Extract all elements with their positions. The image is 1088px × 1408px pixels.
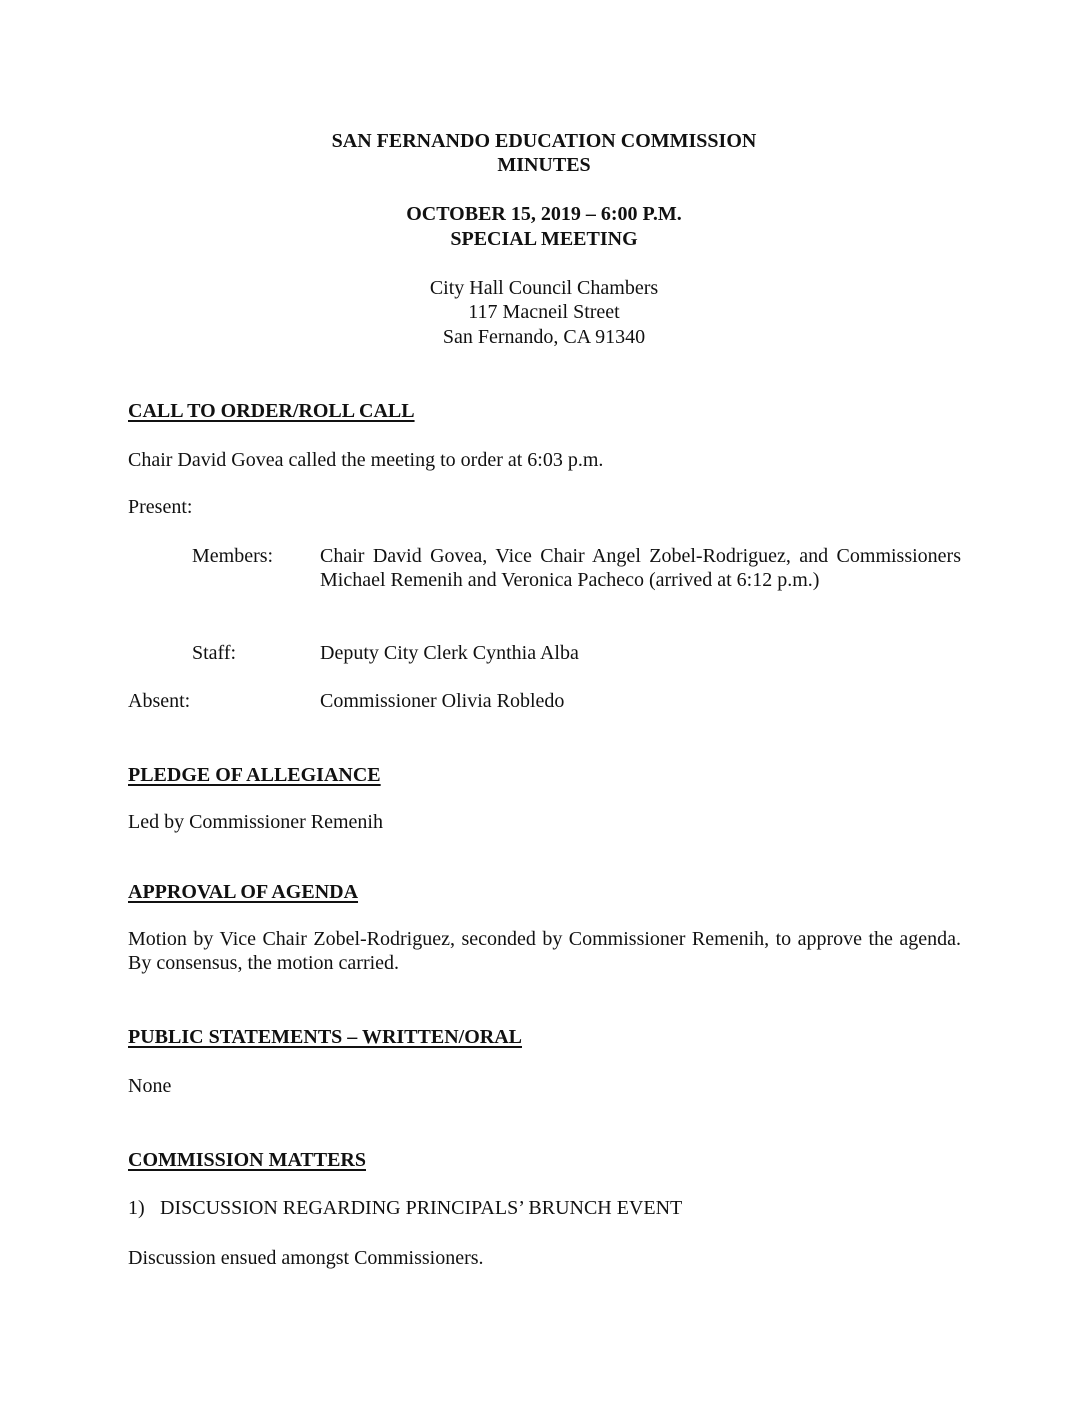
item-text: Discussion ensued amongst Commissioners. bbox=[128, 1247, 484, 1269]
item-number: 1) bbox=[128, 1197, 145, 1219]
agenda-heading: APPROVAL OF AGENDA bbox=[128, 881, 359, 903]
org-title: SAN FERNANDO EDUCATION COMMISSION bbox=[331, 130, 757, 152]
meeting-date-time: OCTOBER 15, 2019 – 6:00 P.M. bbox=[406, 203, 682, 225]
present-label: Present: bbox=[128, 496, 193, 518]
public-statements-text: None bbox=[128, 1075, 172, 1097]
staff-label: Staff: bbox=[192, 642, 237, 664]
meeting-type: SPECIAL MEETING bbox=[450, 228, 638, 250]
pledge-text: Led by Commissioner Remenih bbox=[128, 811, 383, 833]
absent-label: Absent: bbox=[128, 690, 191, 712]
call-to-order-heading: CALL TO ORDER/ROLL CALL bbox=[128, 400, 415, 422]
commission-matters-heading: COMMISSION MATTERS bbox=[128, 1149, 366, 1171]
call-to-order-text: Chair David Govea called the meeting to order at 6:03 p.m. bbox=[128, 449, 604, 471]
agenda-text: Motion by Vice Chair Zobel-Rodriguez, seconded by Commissioner Remenih, to approve the agenda. By consensus, the motion carried. bbox=[128, 928, 961, 974]
doc-type: MINUTES bbox=[497, 154, 591, 176]
location-line-2: 117 Macneil Street bbox=[468, 301, 620, 323]
public-statements-heading: PUBLIC STATEMENTS – WRITTEN/ORAL bbox=[128, 1026, 522, 1048]
location-line-3: San Fernando, CA 91340 bbox=[442, 326, 646, 348]
item-title: DISCUSSION REGARDING PRINCIPALS’ BRUNCH EVENT bbox=[160, 1197, 683, 1219]
members-label: Members: bbox=[192, 545, 274, 567]
staff-text: Deputy City Clerk Cynthia Alba bbox=[320, 642, 579, 664]
location-line-1: City Hall Council Chambers bbox=[429, 277, 659, 299]
pledge-heading: PLEDGE OF ALLEGIANCE bbox=[128, 764, 381, 786]
members-text: Chair David Govea, Vice Chair Angel Zobel-Rodriguez, and Commissioners Michael Remenih and Veronica Pacheco (arrived at 6:12 p.m.) bbox=[320, 545, 961, 591]
absent-text: Commissioner Olivia Robledo bbox=[320, 690, 565, 712]
